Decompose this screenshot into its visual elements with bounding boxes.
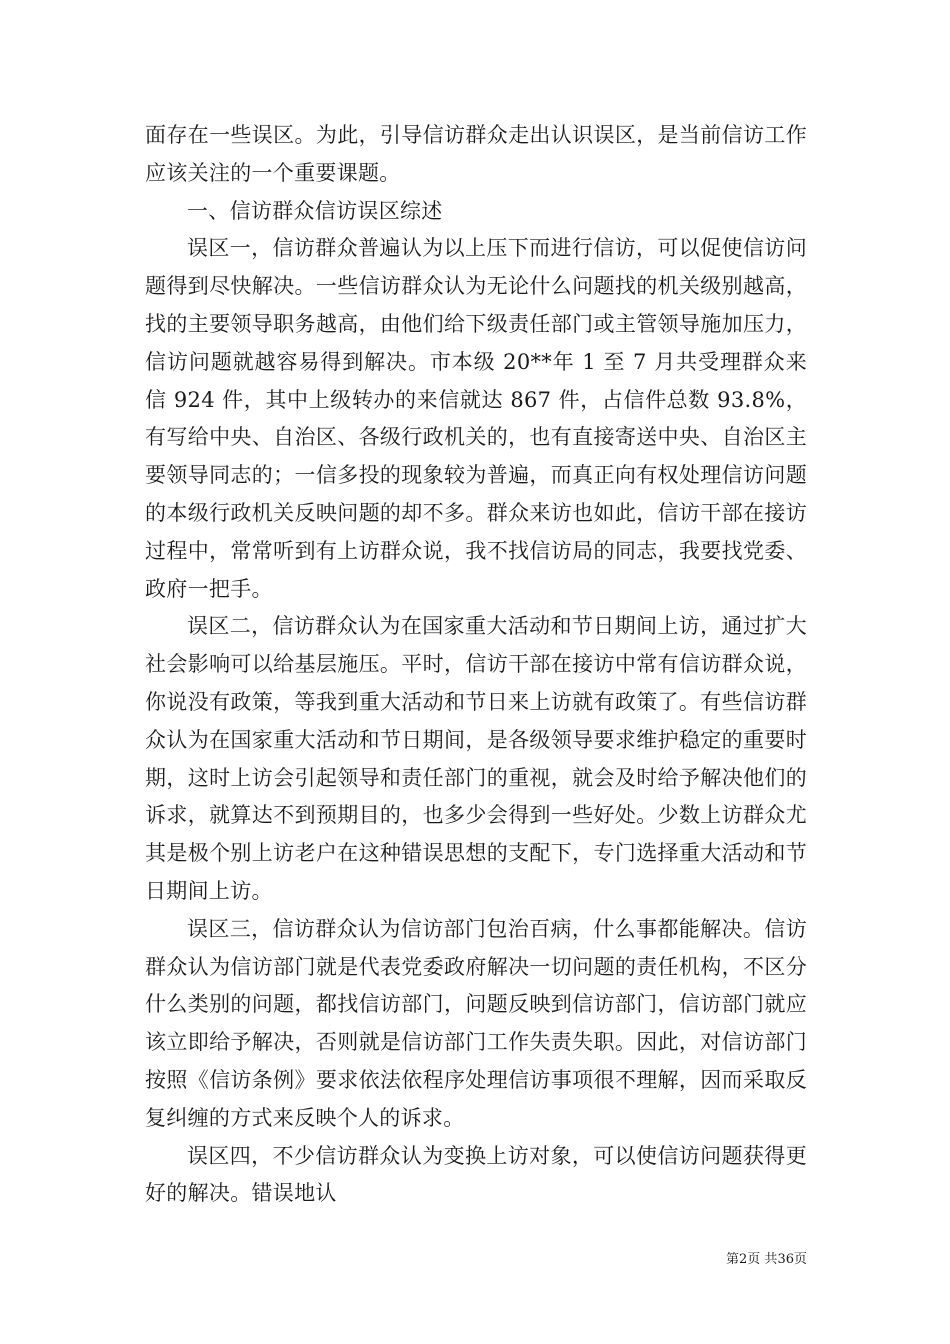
footer-middle: 页 共 (747, 1252, 778, 1267)
document-body (145, 117, 807, 1213)
footer-suffix: 页 (793, 1252, 807, 1267)
current-page-number: 2 (739, 1252, 748, 1267)
total-page-count: 36 (777, 1252, 794, 1267)
paragraph-misconception-2: 误区二，信访群众认为在国家重大活动和节日期间上访，通过扩大社会影响可以给基层施压。平时，信访干部在接访中常有信访群众说，你说没有政策，等我到重大活动和节日来上访就有政策了。有些信访群众认为在国家重大活动和节日期间，是各级领导要求维护稳定的重要时期，这时上访会引起领导和责任部门的重视，就会及时给予解决他们的诉求，就算达不到预期目的，也多少会得到一些好处。少数上访群众尤其是极个别上访老户在这种错误思想的支配下，专门选择重大活动和节日期间上访。 (145, 614, 807, 903)
section-heading: 一、信访群众信访误区综述 (187, 198, 443, 223)
page-footer (0, 1248, 807, 1267)
paragraph-continuation: 面存在一些误区。为此，引导信访群众走出认识误区，是当前信访工作应该关注的一个重要课题。 (145, 123, 807, 185)
paragraph-misconception-4: 误区四，不少信访群众认为变换上访对象，可以使信访问题获得更好的解决。错误地认 (145, 1143, 807, 1206)
paragraph-misconception-3: 误区三，信访群众认为信访部门包治百病，什么事都能解决。信访群众认为信访部门就是代表党委政府解决一切问题的责任机构，不区分什么类别的问题，都找信访部门，问题反映到信访部门，信访部门就应该立即给予解决，否则就是信访部门工作失责失职。因此，对信访部门按照《信访条例》要求依法依程序处理信访事项很不理解，因而采取反复纠缠的方式来反映个人的诉求。 (145, 916, 807, 1130)
paragraph-misconception-1: 误区一，信访群众普遍认为以上压下而进行信访，可以促使信访问题得到尽快解决。一些信访群众认为无论什么问题找的机关级别越高，找的主要领导职务越高，由他们给下级责任部门或主管领导施加压力，信访问题就越容易得到解决。市本级 20**年 1 至 7 月共受理群众来信 924 件，其中上级转办的来信就达 867 件，占信件总数 93.8%，有写给中央、自治区、各级行政机关的，也有直接寄送中央、自治区主要领导同志的；一信多投的现象较为普遍，而真正向有权处理信访问题的本级行政机关反映问题的却不多。群众来访也如此，信访干部在接访过程中，常常听到有上访群众说，我不找信访局的同志，我要找党委、政府一把手。 (145, 236, 807, 601)
footer-prefix: 第 (726, 1252, 740, 1267)
